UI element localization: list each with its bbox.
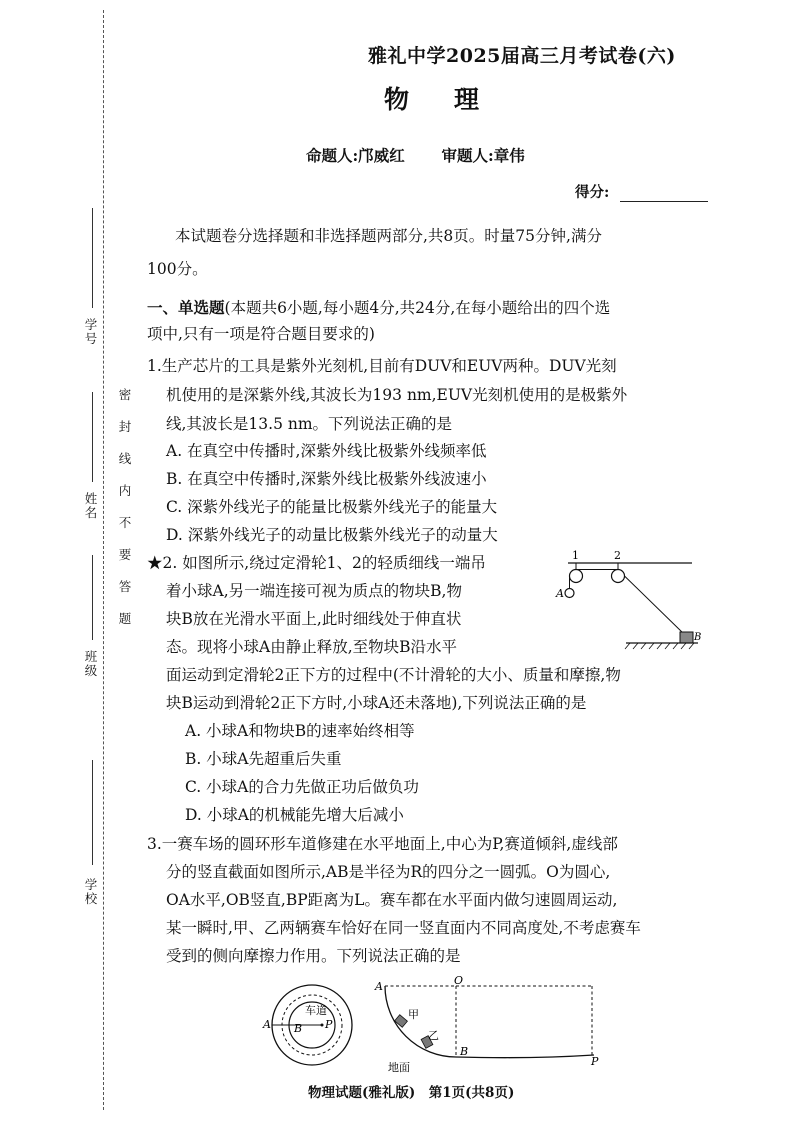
track-b-label: B (294, 1022, 303, 1035)
q1-option-b: B. 在真空中传播时,深紫外线比极紫外线波速小 (166, 470, 487, 488)
q2-text-1: 2. 如图所示,绕过定滑轮1、2的轻质细线一端吊 (162, 554, 486, 572)
q2-option-d: D. 小球A的机械能先增大后减小 (185, 806, 404, 824)
section-b-label: B (460, 1045, 469, 1058)
q1-option-c: C. 深紫外线光子的能量比极紫外线光子的能量大 (166, 498, 498, 516)
floor-hatch (625, 643, 694, 649)
section1-heading (147, 298, 610, 318)
q2-line-1 (147, 553, 486, 573)
center-p-dot (321, 1024, 324, 1027)
setter: 命题人:邝威红 (306, 146, 405, 165)
name-label: 姓 名 (84, 491, 98, 520)
car-yi-label: 乙 (428, 1029, 439, 1042)
q2-option-b: B. 小球A先超重后失重 (185, 750, 342, 768)
score-field[interactable] (620, 201, 708, 202)
school-line (92, 760, 93, 865)
page-footer: 物理试题(雅礼版) 第1页(共8页) (308, 1085, 515, 1101)
q3-line-1: 3.一赛车场的圆环形车道修建在水平地面上,中心为P,赛道倾斜,虚线部 (147, 835, 618, 853)
school-label: 学 校 (84, 877, 98, 906)
student-id-line (92, 208, 93, 308)
q2-line-6: 块B运动到滑轮2正下方时,小球A还未落地),下列说法正确的是 (166, 694, 587, 712)
name-line (92, 392, 93, 482)
string-to-block (625, 576, 685, 634)
q3-line-2: 分的竖直截面如图所示,AB是半径为R的四分之一圆弧。O为圆心, (166, 863, 611, 881)
authors-line (306, 146, 525, 166)
score-label: 得分: (575, 184, 610, 201)
q3-line-3: OA水平,OB竖直,BP距离为L。赛车都在水平面内做匀速圆周运动, (166, 891, 618, 909)
subject-title: 物 理 (384, 85, 490, 114)
seal-warning-text: 密 封 线 内 不 要 答 题 (118, 387, 132, 626)
track-a-label: A (263, 1018, 271, 1031)
ground-curve (456, 1055, 594, 1058)
q3-line-5: 受到的侧向摩擦力作用。下列说法正确的是 (166, 947, 461, 965)
track-p-label: P (325, 1018, 333, 1031)
intro-line-1: 本试题卷分选择题和非选择题两部分,共8页。时量75分钟,满分 (175, 227, 602, 245)
star-icon: ★ (147, 554, 163, 572)
pulley2-label: 2 (614, 549, 621, 562)
section1-title: 一、单选题 (147, 298, 225, 317)
section-o-label: O (454, 975, 464, 987)
student-id-label: 学 号 (84, 317, 98, 346)
block-b-label: B (694, 632, 702, 643)
q2-line-4: 态。现将小球A由静止释放,至物块B沿水平 (166, 638, 458, 656)
car-jia-label: 甲 (408, 1008, 419, 1021)
q2-option-c: C. 小球A的合力先做正功后做负功 (185, 778, 419, 796)
q2-pulley-figure (552, 548, 702, 658)
q3-track-topview-figure (260, 975, 370, 1075)
q3-cross-section-figure (372, 975, 612, 1075)
ball-a-label: A (556, 587, 564, 600)
q2-line-3: 块B放在光滑水平面上,此时细线处于伸直状 (166, 610, 462, 628)
pulley1-icon (570, 570, 583, 583)
q1-line-2: 机使用的是深紫外线,其波长为193 nm,EUV光刻机使用的是极紫外 (166, 386, 628, 404)
section-p-label: P (591, 1055, 599, 1068)
block-b-icon (680, 632, 693, 643)
seal-line (103, 10, 104, 1110)
section1-desc: (本题共6小题,每小题4分,共24分,在每小题给出的四个选 (224, 299, 611, 317)
intro-line-2: 100分。 (147, 260, 208, 278)
q2-line-2: 着小球A,另一端连接可视为质点的物块B,物 (166, 582, 462, 600)
ball-a-icon (565, 589, 574, 598)
section-a-label: A (375, 980, 383, 993)
class-label: 班 级 (84, 649, 98, 678)
q2-line-5: 面运动到定滑轮2正下方的过程中(不计滑轮的大小、质量和摩擦,物 (166, 666, 621, 684)
reviewer: 审题人:章伟 (441, 146, 525, 165)
q3-line-4: 某一瞬时,甲、乙两辆赛车恰好在同一竖直面内不同高度处,不考虑赛车 (166, 919, 641, 937)
road-label: 车道 (305, 1004, 327, 1017)
q1-option-d: D. 深紫外线光子的动量比极紫外线光子的动量大 (166, 526, 498, 544)
pulley2-icon (612, 570, 625, 583)
q1-line-3: 线,其波长是13.5 nm。下列说法正确的是 (166, 415, 453, 433)
section1-desc-2: 项中,只有一项是符合题目要求的) (147, 325, 375, 343)
ground-label: 地面 (388, 1061, 410, 1074)
q1-option-a: A. 在真空中传播时,深紫外线比极紫外线频率低 (166, 442, 487, 460)
exam-title: 雅礼中学2025届高三月考试卷(六) (368, 45, 676, 67)
pulley1-label: 1 (572, 549, 579, 562)
q1-line-1: 1.生产芯片的工具是紫外光刻机,目前有DUV和EUV两种。DUV光刻 (147, 357, 617, 375)
class-line (92, 555, 93, 640)
q2-option-a: A. 小球A和物块B的速率始终相等 (185, 722, 415, 740)
